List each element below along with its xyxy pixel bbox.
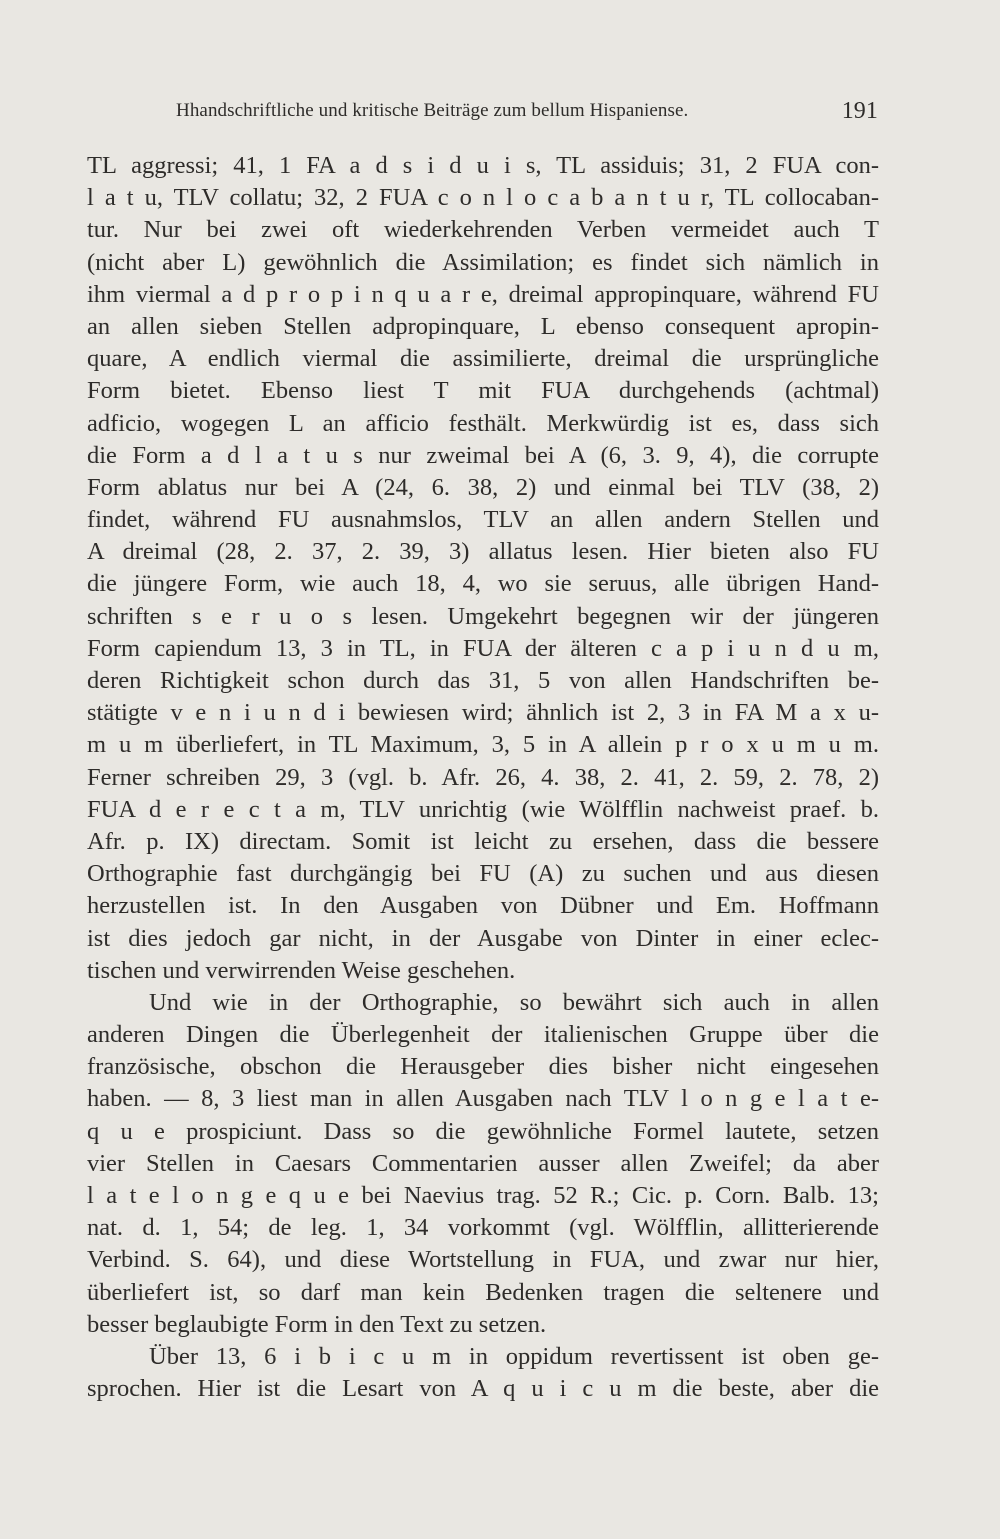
text-line: adficio, wogegen L an afficio festhält. Merkwürdig ist es, dass sich (87, 409, 879, 437)
text-line: die jüngere Form, wie auch 18, 4, wo sie seruus, alle übrigen Hand- (87, 570, 879, 598)
text-line: ist dies jedoch gar nicht, in der Ausgabe von Dinter in einer eclec- (87, 924, 879, 952)
text-line: stätigte v e n i u n d i bewiesen wird; ähnlich ist 2, 3 in FA M a x u- (87, 699, 879, 727)
text-line: A dreimal (28, 2. 37, 2. 39, 3) allatus lesen. Hier bieten also FU (87, 538, 879, 566)
text-line: sprochen. Hier ist die Lesart von A q u i c u m die beste, aber die (87, 1375, 879, 1403)
text-line: herzustellen ist. In den Ausgaben von Dübner und Em. Hoffmann (87, 892, 879, 920)
paragraph-first-line: Und wie in der Orthographie, so bewährt sich auch in allen (149, 988, 879, 1016)
text-line: Form ablatus nur bei A (24, 6. 38, 2) und einmal bei TLV (38, 2) (87, 473, 879, 501)
text-line: überliefert ist, so darf man kein Bedenken tragen die seltenere und (87, 1278, 879, 1306)
text-line: (nicht aber L) gewöhnlich die Assimilation; es findet sich nämlich in (87, 248, 879, 276)
paragraph-last-line: besser beglaubigte Form in den Text zu setzen. (87, 1310, 547, 1338)
text-line: Form bietet. Ebenso liest T mit FUA durchgehends (achtmal) (87, 377, 879, 405)
text-line: haben. — 8, 3 liest man in allen Ausgaben nach TLV l o n g e l a t e- (87, 1085, 879, 1113)
text-line: Verbind. S. 64), und diese Wortstellung in FUA, und zwar nur hier, (87, 1246, 879, 1274)
text-line: französische, obschon die Herausgeber dies bisher nicht eingesehen (87, 1053, 879, 1081)
paragraph-last-line: tischen und verwirrenden Weise geschehen. (87, 956, 516, 984)
text-line: FUA d e r e c t a m, TLV unrichtig (wie Wölfflin nachweist praef. b. (87, 795, 879, 823)
text-line: findet, während FU ausnahmslos, TLV an allen andern Stellen und (87, 506, 879, 534)
text-line: m u m überliefert, in TL Maximum, 3, 5 in A allein p r o x u m u m. (87, 731, 879, 759)
text-line: quare, A endlich viermal die assimilierte, dreimal die ursprüngliche (87, 345, 879, 373)
page-number: 191 (841, 98, 878, 124)
text-line: tur. Nur bei zwei oft wiederkehrenden Verben vermeidet auch T (87, 216, 879, 244)
running-header (176, 96, 880, 126)
text-line: l a t u, TLV collatu; 32, 2 FUA c o n l o c a b a n t u r, TL collocaban- (87, 184, 879, 212)
paragraph-first-line: Über 13, 6 i b i c u m in oppidum revertissent ist oben ge- (149, 1342, 879, 1370)
text-line: Form capiendum 13, 3 in TL, in FUA der älteren c a p i u n d u m, (87, 634, 879, 662)
text-line: schriften s e r u o s lesen. Umgekehrt begegnen wir der jüngeren (87, 602, 879, 630)
text-line: q u e prospiciunt. Dass so die gewöhnliche Formel lautete, setzen (87, 1117, 879, 1145)
text-line: Ferner schreiben 29, 3 (vgl. b. Afr. 26, 4. 38, 2. 41, 2. 59, 2. 78, 2) (87, 763, 879, 791)
text-line: ihm viermal a d p r o p i n q u a r e, dreimal appropinquare, während FU (87, 280, 879, 308)
text-line: TL aggressi; 41, 1 FA a d s i d u i s, TL assiduis; 31, 2 FUA con- (87, 152, 879, 179)
text-line: Afr. p. IX) directam. Somit ist leicht zu ersehen, dass die bessere (87, 827, 879, 855)
body-text (87, 150, 879, 1405)
text-line: vier Stellen in Caesars Commentarien ausser allen Zweifel; da aber (87, 1149, 879, 1177)
text-line: deren Richtigkeit schon durch das 31, 5 von allen Handschriften be- (87, 667, 879, 694)
text-line: anderen Dingen die Überlegenheit der italienischen Gruppe über die (87, 1021, 879, 1049)
text-line: Orthographie fast durchgängig bei FU (A) zu suchen und aus diesen (87, 860, 879, 888)
running-title: Hhandschriftliche und kritische Beiträge zum bellum Hispaniense. (176, 100, 689, 121)
text-line: l a t e l o n g e q u e bei Naevius trag. 52 R.; Cic. p. Corn. Balb. 13; (87, 1182, 879, 1209)
text-line: an allen sieben Stellen adpropinquare, L ebenso consequent apropin- (87, 312, 879, 340)
text-line: nat. d. 1, 54; de leg. 1, 34 vorkommt (vgl. Wölfflin, allitterierende (87, 1214, 879, 1242)
text-line: die Form a d l a t u s nur zweimal bei A (6, 3. 9, 4), die corrupte (87, 441, 879, 469)
